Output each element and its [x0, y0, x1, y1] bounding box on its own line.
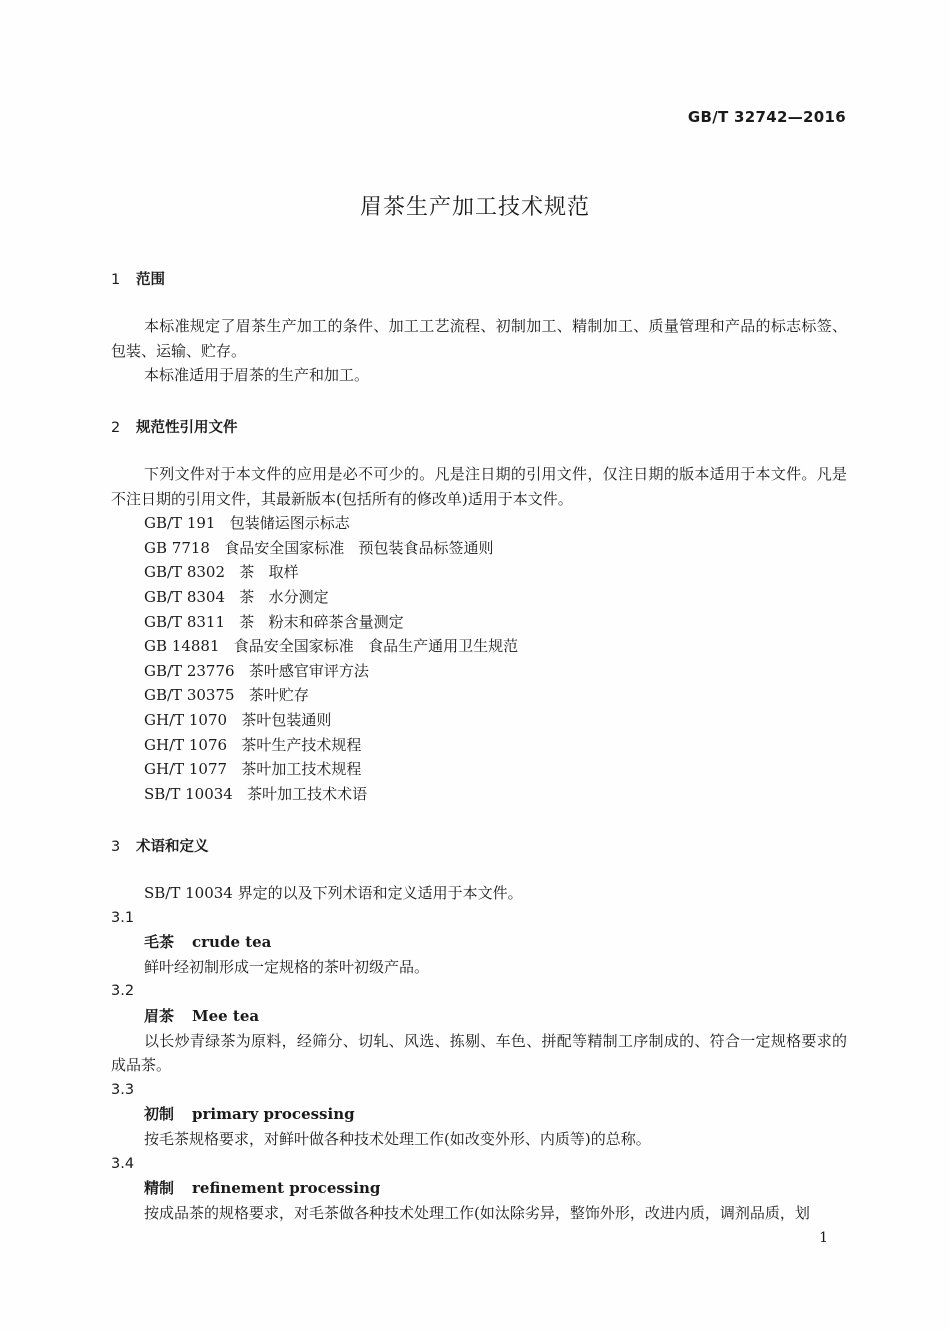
- term-name: [111, 1004, 847, 1029]
- section-2-body: [111, 462, 847, 806]
- reference-item: GB 7718 食品安全国家标准 预包装食品标签通则: [144, 538, 494, 557]
- reference-item: GB 14881 食品安全国家标准 食品生产通用卫生规范: [144, 637, 519, 656]
- reference-item: GB/T 30375 茶叶贮存: [144, 686, 309, 705]
- standard-code: GB/T 32742—2016: [687, 108, 846, 126]
- term-definition: 以长炒青绿茶为原料，经筛分、切轧、风选、拣剔、车色、拼配等精制工序制成的、符合一定规格要求的成品茶。: [111, 1031, 847, 1075]
- term-definition: 鲜叶经初制形成一定规格的茶叶初级产品。: [144, 957, 430, 976]
- section-3-heading: [111, 835, 209, 856]
- page-number: 1: [819, 1230, 828, 1246]
- reference-item: GB/T 23776 茶叶感官审评方法: [144, 661, 369, 680]
- term-name-en: primary processing: [192, 1105, 355, 1124]
- term-name-en: Mee tea: [192, 1006, 260, 1025]
- terms-intro: SB/T 10034 界定的以及下列术语和定义适用于本文件。: [144, 884, 523, 902]
- reference-item: GH/T 1077 茶叶加工技术规程: [144, 760, 362, 779]
- section-1-number: 1: [111, 272, 121, 288]
- term-name-zh: 眉茶: [144, 1006, 175, 1025]
- reference-item: GB/T 8304 茶 水分测定: [144, 587, 329, 606]
- section-1-title: 范围: [136, 272, 165, 288]
- section-2-heading: [111, 416, 238, 437]
- section-1-heading: [111, 268, 165, 289]
- term-name-zh: 毛茶: [144, 933, 175, 952]
- term-name-en: crude tea: [192, 933, 272, 952]
- term-name: [111, 1102, 847, 1127]
- term-name: [111, 1176, 847, 1201]
- term-definition: 按成品茶的规格要求，对毛茶做各种技术处理工作(如汰除劣异，整饰外形，改进内质，调剂品质，划: [144, 1203, 810, 1222]
- section-2-title: 规范性引用文件: [136, 420, 238, 436]
- term-number: 3.3: [111, 1081, 135, 1098]
- scope-paragraph-1: 本标准规定了眉茶生产加工的条件、加工工艺流程、初制加工、精制加工、质量管理和产品的标志标签、包装、运输、贮存。: [111, 317, 847, 360]
- term-number: 3.4: [111, 1155, 135, 1172]
- document-title: 眉茶生产加工技术规范: [359, 195, 590, 220]
- reference-item: GB/T 8311 茶 粉末和碎茶含量测定: [144, 612, 404, 631]
- reference-item: GB/T 191 包装储运图示标志: [144, 514, 350, 533]
- reference-item: GH/T 1076 茶叶生产技术规程: [144, 735, 362, 754]
- references-intro: 下列文件对于本文件的应用是必不可少的。凡是注日期的引用文件，仅注日期的版本适用于本文件。凡是不注日期的引用文件，其最新版本(包括所有的修改单)适用于本文件。: [111, 465, 847, 508]
- term-name: [111, 930, 847, 955]
- term-name-zh: 初制: [144, 1105, 175, 1124]
- reference-item: SB/T 10034 茶叶加工技术术语: [144, 784, 368, 803]
- reference-item: GB/T 8302 茶 取样: [144, 563, 299, 582]
- section-3-number: 3: [111, 839, 121, 855]
- term-definition: 按毛茶规格要求，对鲜叶做各种技术处理工作(如改变外形、内质等)的总称。: [144, 1129, 651, 1148]
- term-name-zh: 精制: [144, 1179, 175, 1198]
- section-3-title: 术语和定义: [136, 839, 209, 855]
- section-1-body: [111, 314, 847, 388]
- scope-paragraph-2: 本标准适用于眉茶的生产和加工。: [144, 366, 370, 385]
- reference-item: GH/T 1070 茶叶包装通则: [144, 710, 332, 729]
- term-name-en: refinement processing: [192, 1179, 381, 1198]
- term-number: 3.2: [111, 983, 135, 1000]
- section-2-number: 2: [111, 420, 121, 436]
- term-number: 3.1: [111, 909, 135, 926]
- section-3-body: [111, 881, 847, 1225]
